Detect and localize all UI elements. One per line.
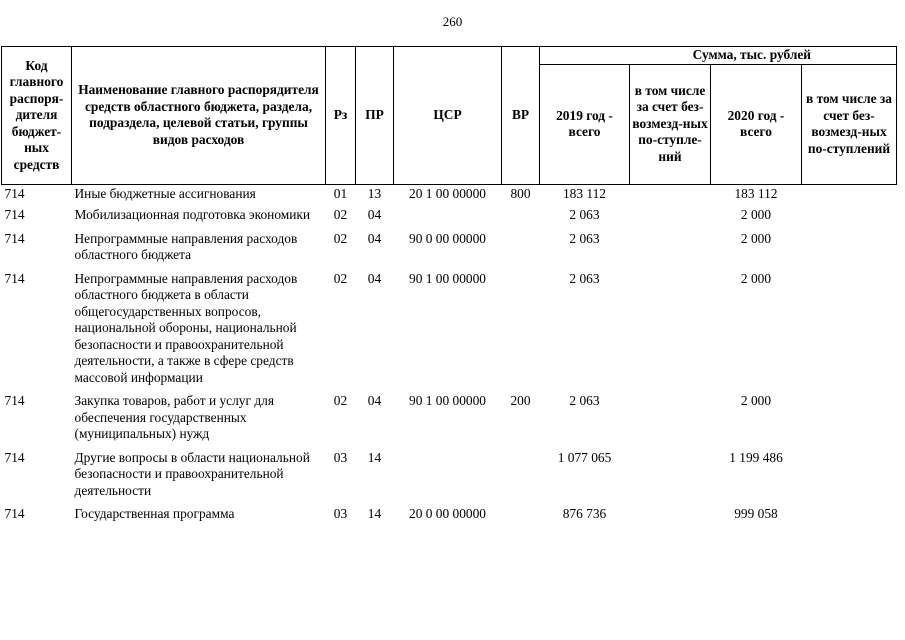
cell-2020-incl — [802, 506, 897, 530]
table-header — [2, 47, 897, 185]
cell-pr: 14 — [367, 506, 382, 521]
header-2020-incl: в том числе за счет без-возмезд-ных по-ступлений — [802, 64, 897, 184]
cell-2020-incl — [802, 271, 897, 394]
cell-csr — [394, 207, 502, 231]
header-rz: Рз — [326, 47, 356, 185]
cell-code: 714 — [4, 207, 25, 222]
table-row — [2, 271, 897, 394]
cell-2020-total: 2 000 — [740, 230, 772, 246]
cell-csr: 20 1 00 00000 — [409, 185, 486, 201]
cell-rz: 03 — [333, 506, 348, 521]
cell-code: 714 — [4, 449, 25, 465]
cell-2020-total: 2 000 — [740, 393, 772, 408]
cell-pr: 14 — [367, 449, 382, 465]
table-row — [2, 207, 897, 231]
cell-name: Иные бюджетные ассигнования — [74, 185, 256, 201]
cell-2020-total: 999 058 — [734, 506, 778, 521]
cell-2019-total: 2 063 — [569, 393, 600, 408]
table-row — [2, 231, 897, 271]
cell-name: Мобилизационная подготовка экономики — [74, 207, 311, 222]
cell-2020-incl — [802, 207, 897, 231]
cell-pr: 04 — [367, 230, 382, 246]
header-code: Код главного распоря-дителя бюджет-ных средств — [2, 47, 72, 185]
cell-2020-incl — [802, 231, 897, 271]
table-row — [2, 184, 897, 207]
table-row — [2, 506, 897, 530]
cell-2020-total: 2 000 — [740, 270, 772, 286]
header-sum-group: Сумма, тыс. рублей — [540, 47, 897, 65]
cell-2019-incl — [630, 450, 711, 507]
cell-code: 714 — [4, 393, 25, 408]
cell-vr — [502, 271, 540, 394]
cell-2020-incl — [802, 450, 897, 507]
cell-code: 714 — [4, 506, 25, 521]
cell-2019-incl — [630, 207, 711, 231]
header-2019-incl: в том числе за счет без-возмезд-ных по-ступле-ний — [630, 64, 711, 184]
cell-2019-incl — [630, 184, 711, 207]
cell-rz: 02 — [333, 230, 348, 246]
cell-rz: 03 — [333, 449, 348, 465]
cell-rz: 02 — [333, 393, 348, 408]
cell-name: Непрограммные направления расходов областного бюджета — [74, 230, 298, 262]
cell-code: 714 — [4, 230, 25, 246]
cell-2019-total: 2 063 — [569, 230, 600, 246]
cell-pr: 04 — [367, 207, 382, 222]
page-number: 260 — [442, 14, 463, 29]
cell-2020-incl — [802, 393, 897, 450]
cell-rz: 02 — [333, 207, 348, 222]
header-vr: ВР — [502, 47, 540, 185]
header-2019-total: 2019 год - всего — [540, 64, 630, 184]
cell-2019-total: 2 063 — [569, 270, 600, 286]
cell-name: Непрограммные направления расходов областного бюджета в области общегосударственных вопросов, национальной обороны, национальной безопасности и правоохранительной деятельности, а также в сфере средств массовой информации — [74, 270, 298, 385]
cell-name: Другие вопросы в области национальной безопасности и правоохранительной деятельности — [74, 449, 310, 498]
header-2020-total: 2020 год - всего — [711, 64, 802, 184]
cell-vr: 200 — [510, 393, 531, 408]
cell-csr: 90 0 00 00000 — [409, 230, 486, 246]
cell-name: Закупка товаров, работ и услуг для обеспечения государственных (муниципальных) нужд — [74, 393, 274, 441]
cell-2020-total: 1 199 486 — [729, 449, 783, 465]
cell-pr: 13 — [367, 185, 382, 201]
header-name: Наименование главного распорядителя средств областного бюджета, раздела, подраздела, целевой статьи, группы видов расходов — [72, 47, 326, 185]
cell-pr: 04 — [367, 270, 382, 286]
cell-name: Государственная программа — [74, 506, 235, 521]
cell-2019-total: 876 736 — [562, 506, 607, 521]
cell-vr — [502, 450, 540, 507]
cell-vr — [502, 506, 540, 530]
cell-code: 714 — [4, 185, 25, 201]
cell-code: 714 — [4, 270, 25, 286]
table-row — [2, 393, 897, 450]
cell-vr — [502, 207, 540, 231]
cell-2019-incl — [630, 231, 711, 271]
budget-table — [1, 46, 897, 530]
cell-2019-total: 183 112 — [562, 185, 607, 201]
cell-csr: 20 0 00 00000 — [409, 506, 486, 521]
cell-csr — [394, 450, 502, 507]
cell-csr: 90 1 00 00000 — [409, 393, 486, 408]
cell-2019-total: 1 077 065 — [557, 449, 612, 465]
cell-2020-total: 2 000 — [740, 207, 772, 222]
cell-pr: 04 — [367, 393, 382, 408]
cell-2019-incl — [630, 271, 711, 394]
cell-2020-total: 183 112 — [734, 185, 778, 201]
cell-vr — [502, 231, 540, 271]
cell-vr: 800 — [510, 185, 531, 201]
header-pr: ПР — [356, 47, 394, 185]
header-csr: ЦСР — [394, 47, 502, 185]
cell-2019-total: 2 063 — [569, 207, 600, 222]
cell-2019-incl — [630, 506, 711, 530]
table-row — [2, 450, 897, 507]
cell-2020-incl — [802, 184, 897, 207]
cell-2019-incl — [630, 393, 711, 450]
cell-csr: 90 1 00 00000 — [409, 270, 486, 286]
cell-rz: 01 — [333, 185, 348, 201]
cell-rz: 02 — [333, 270, 348, 286]
